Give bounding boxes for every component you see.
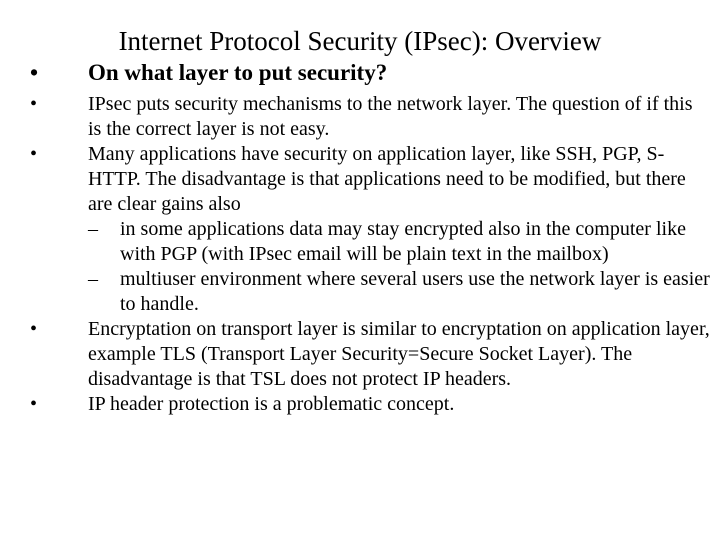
- sub-bullet-item: [88, 267, 710, 317]
- slide-heading: [30, 58, 387, 88]
- sub-bullet-list: [88, 217, 710, 317]
- bullet-item: [30, 392, 710, 417]
- bullet-marker: •: [30, 60, 39, 85]
- bullet-text: IPsec puts security mechanisms to the network layer. The question of if this is the correct layer is not easy.: [88, 93, 693, 140]
- bullet-text: Many applications have security on application layer, like SSH, PGP, S-HTTP. The disadvantage is that applications need to be modified, but there are clear gains also: [88, 143, 686, 215]
- bullet-item: [30, 142, 710, 317]
- dash-marker: –: [88, 218, 98, 240]
- dash-marker: –: [88, 268, 98, 290]
- bullet-text: Encryptation on transport layer is similar to encryptation on application layer, example TLS (Transport Layer Security=Secure Socket Layer). The disadvantage is that TSL does not protect IP headers.: [88, 318, 710, 390]
- bullet-item: [30, 317, 710, 392]
- heading-text: On what layer to put security?: [88, 60, 388, 85]
- sub-bullet-text: multiuser environment where several users use the network layer is easier to handle.: [120, 268, 710, 315]
- bullet-list: [30, 92, 710, 417]
- sub-bullet-item: [88, 217, 710, 267]
- bullet-item: [30, 92, 710, 142]
- bullet-text: IP header protection is a problematic concept.: [88, 393, 455, 415]
- slide-title: Internet Protocol Security (IPsec): Overview: [118, 26, 602, 56]
- sub-bullet-text: in some applications data may stay encrypted also in the computer like with PGP (with IPsec email will be plain text in the mailbox): [120, 218, 686, 265]
